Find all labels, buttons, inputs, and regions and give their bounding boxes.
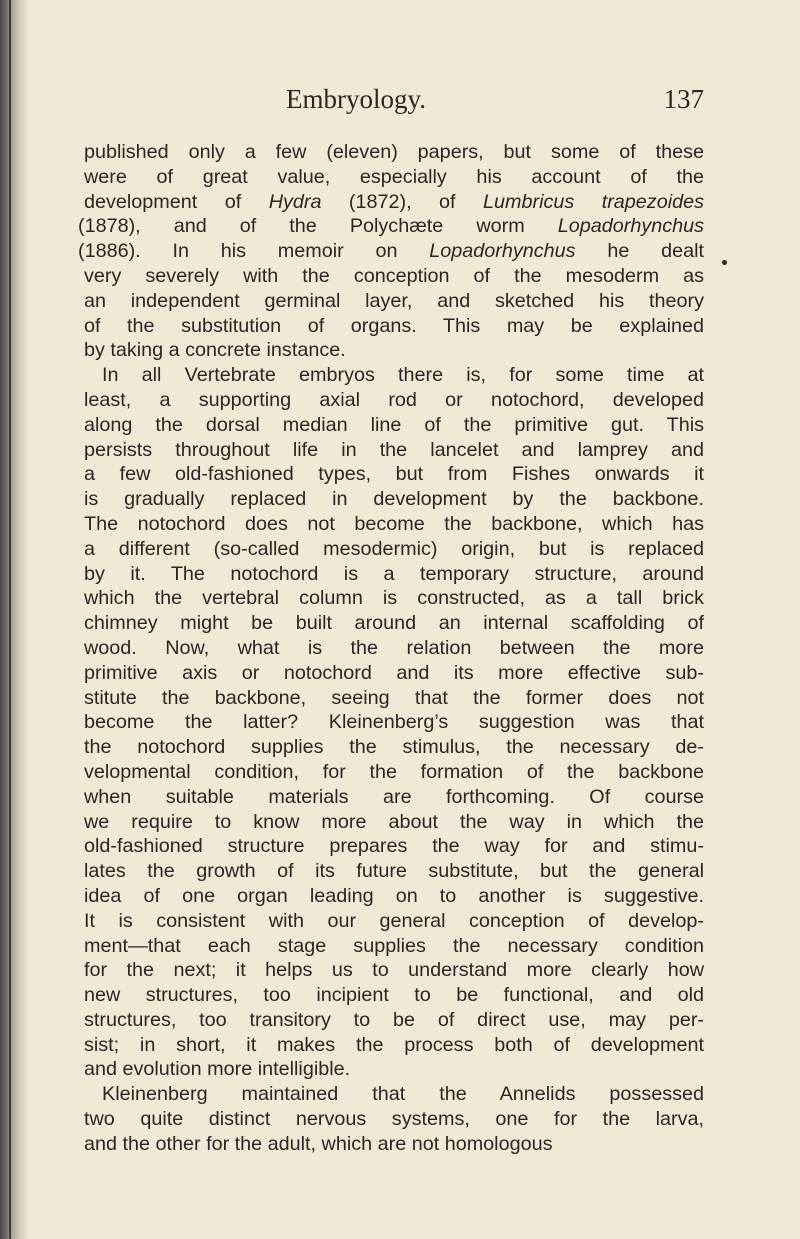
text-line: very severely with the conception of the mesoderm as (84, 264, 704, 287)
text-line: least, a supporting axial rod or notochord, developed (84, 388, 704, 411)
text-line: by it. The notochord is a temporary structure, around (84, 562, 704, 585)
paragraph (78, 140, 705, 363)
paragraph (84, 363, 704, 1082)
text-line: become the latter? Kleinenberg’s suggestion was that (84, 711, 704, 734)
text-line: In all Vertebrate embryos there is, for some time at (102, 364, 704, 387)
body-text (78, 140, 705, 1157)
gutter-shadow-line (9, 0, 11, 1239)
running-head-title: Embryology. (286, 84, 426, 114)
text-line: for the next; it helps us to understand more clearly how (84, 959, 704, 982)
text-line: by taking a concrete instance. (84, 339, 346, 362)
text-line: It is consistent with our general conception of develop- (84, 909, 704, 932)
text-line: wood. Now, what is the relation between the more (84, 636, 704, 659)
text-line: old-fashioned structure prepares the way for and stimu- (84, 835, 704, 858)
text-line: published only a few (eleven) papers, but some of these (84, 141, 704, 163)
text-line: chimney might be built around an internal scaffolding of (84, 612, 704, 635)
text-line: ment—that each stage supplies the necessary condition (84, 934, 704, 957)
text-line: The notochord does not become the backbone, which has (84, 512, 704, 535)
page-number: 137 (663, 84, 704, 114)
text-line: development of Hydra (1872), of Lumbricus trapezoides (84, 190, 704, 213)
paragraph (84, 1082, 704, 1156)
text-line: two quite distinct nervous systems, one for the larva, (84, 1108, 704, 1131)
text-line: velopmental condition, for the formation of the backbone (84, 760, 704, 783)
text-line: idea of one organ leading on to another is suggestive. (84, 884, 704, 907)
margin-ink-mark (722, 260, 727, 265)
book-gutter (0, 0, 28, 1239)
text-line: when suitable materials are forthcoming. Of course (84, 785, 704, 808)
text-line: and the other for the adult, which are not homologous (84, 1132, 553, 1155)
text-line: sist; in short, it makes the process both of development (84, 1033, 704, 1056)
text-line: a few old-fashioned types, but from Fishes onwards it (84, 463, 704, 486)
text-line: persists throughout life in the lancelet and lamprey and (84, 438, 704, 461)
text-line: (1878), and of the Polychæte worm Lopadorhynchus (78, 215, 704, 238)
text-line: is gradually replaced in development by the backbone. (84, 488, 704, 511)
text-line: Kleinenberg maintained that the Annelids possessed (102, 1083, 704, 1106)
running-head (84, 84, 704, 120)
text-line: were of great value, especially his account of the (84, 165, 704, 188)
text-line: structures, too transitory to be of direct use, may per- (84, 1008, 704, 1031)
text-line: along the dorsal median line of the primitive gut. This (84, 413, 704, 436)
text-line: lates the growth of its future substitute, but the general (84, 860, 704, 883)
text-line: a different (so-called mesodermic) origin, but is replaced (84, 537, 704, 560)
text-line: (1886). In his memoir on Lopadorhynchus he dealt (78, 240, 705, 263)
text-line: of the substitution of organs. This may be explained (84, 314, 704, 337)
text-line: and evolution more intelligible. (84, 1058, 351, 1081)
text-line: stitute the backbone, seeing that the former does not (84, 686, 704, 709)
text-line: new structures, too incipient to be functional, and old (84, 984, 704, 1007)
text-line: which the vertebral column is constructed, as a tall brick (84, 587, 704, 610)
text-line: an independent germinal layer, and sketched his theory (84, 289, 704, 312)
text-line: the notochord supplies the stimulus, the necessary de- (84, 736, 704, 759)
text-line: we require to know more about the way in which the (84, 810, 704, 833)
text-line: primitive axis or notochord and its more effective sub- (84, 661, 704, 684)
